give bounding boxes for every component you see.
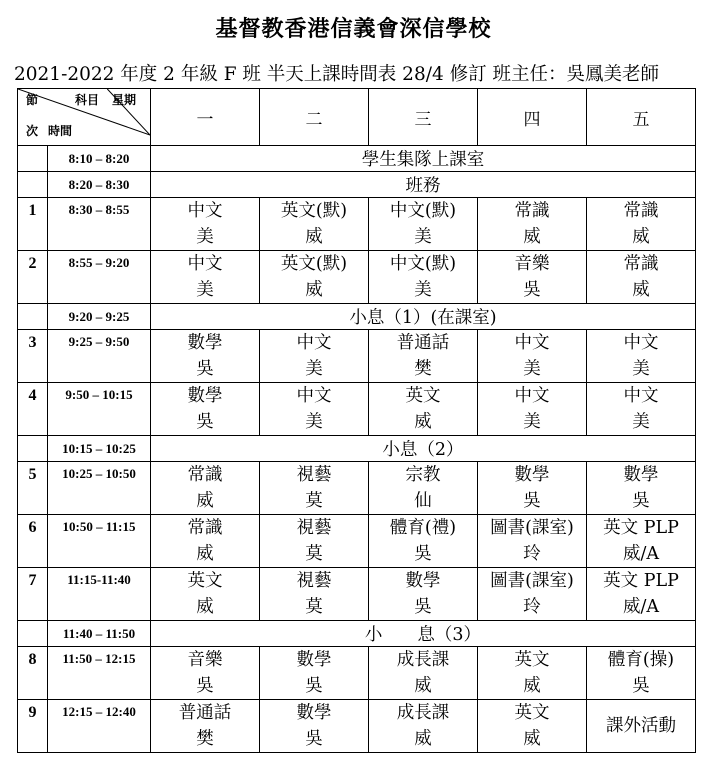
- time-cell: 8:10 – 8:20: [48, 146, 151, 172]
- day-header-fri: 五: [587, 89, 696, 146]
- lesson-row: [18, 700, 696, 753]
- subject-label: 視藝: [296, 571, 332, 591]
- lesson-cell-thu: [478, 462, 587, 515]
- subject-label: 數學: [405, 571, 441, 591]
- lesson-cell-wed: [369, 462, 478, 515]
- teacher-label: 美: [523, 412, 541, 432]
- lesson-cell-wed: [369, 647, 478, 700]
- lesson-cell-mon: [151, 647, 260, 700]
- subject-label: 課外活動: [606, 716, 676, 736]
- lesson-cell-tue: [260, 251, 369, 304]
- lesson-cell-thu: [478, 198, 587, 251]
- time-cell: 10:50 – 11:15: [48, 515, 151, 568]
- teacher-label: 吳: [523, 491, 541, 511]
- subject-header-label: 科目: [75, 93, 100, 107]
- teacher-label: 威: [523, 676, 541, 696]
- lesson-row: [18, 251, 696, 304]
- break-row: [18, 172, 696, 198]
- period-number-cell: 9: [18, 700, 48, 753]
- lesson-cell-fri: [587, 251, 696, 304]
- header-row: [18, 89, 696, 146]
- subject-label: 圖書(課室): [490, 571, 574, 591]
- teacher-label: 威: [632, 227, 650, 247]
- time-cell: 10:25 – 10:50: [48, 462, 151, 515]
- subject-label: 英文 PLP: [603, 571, 679, 591]
- lesson-cell-mon: [151, 700, 260, 753]
- subject-label: 常識: [623, 254, 659, 274]
- period-number-cell: 3: [18, 330, 48, 383]
- lesson-cell-tue: [260, 198, 369, 251]
- subject-label: 英文(默): [280, 254, 348, 274]
- lesson-row: [18, 198, 696, 251]
- teacher-label: 威: [414, 676, 432, 696]
- school-title: 基督教香港信義會深信學校: [215, 16, 492, 42]
- subject-label: 中文: [296, 333, 332, 353]
- lesson-cell-fri: [587, 383, 696, 436]
- lesson-cell-thu: [478, 383, 587, 436]
- subject-label: 音樂: [187, 650, 223, 670]
- lesson-cell-wed: [369, 251, 478, 304]
- lesson-cell-fri: [587, 198, 696, 251]
- lesson-cell-mon: [151, 251, 260, 304]
- break-row: [18, 146, 696, 172]
- teacher-label: 吳: [196, 676, 214, 696]
- lesson-cell-tue: [260, 647, 369, 700]
- lesson-cell-mon: [151, 198, 260, 251]
- period-number-cell: 8: [18, 647, 48, 700]
- lesson-cell-thu: [478, 515, 587, 568]
- teacher-label: 吳: [414, 597, 432, 617]
- lesson-cell-mon: [151, 462, 260, 515]
- lesson-row: [18, 462, 696, 515]
- period-number-cell: 6: [18, 515, 48, 568]
- teacher-label: 莫: [305, 597, 323, 617]
- teacher-label: 吳: [632, 676, 650, 696]
- teacher-label: 莫: [305, 544, 323, 564]
- teacher-label: 美: [196, 280, 214, 300]
- break-activity-cell: 班務: [151, 172, 696, 198]
- time-cell: 11:50 – 12:15: [48, 647, 151, 700]
- lesson-cell-wed: [369, 330, 478, 383]
- period-cell-empty: [18, 436, 48, 462]
- lesson-cell-thu: [478, 647, 587, 700]
- teacher-label: 吳: [632, 491, 650, 511]
- teacher-label: 威: [414, 729, 432, 749]
- teacher-label: 美: [414, 227, 432, 247]
- teacher-label: 美: [196, 227, 214, 247]
- lesson-row: [18, 330, 696, 383]
- break-activity-cell: 小息（2）: [151, 436, 696, 462]
- teacher-label: 美: [305, 412, 323, 432]
- teacher-label: 威: [305, 227, 323, 247]
- teacher-label: 威/A: [622, 544, 660, 564]
- lesson-cell-mon: [151, 568, 260, 621]
- period-number-cell: 7: [18, 568, 48, 621]
- teacher-label: 吳: [196, 359, 214, 379]
- lesson-cell-wed: [369, 383, 478, 436]
- subject-label: 數學: [187, 386, 223, 406]
- subject-label: 成長課: [396, 650, 450, 670]
- subject-label: 英文: [187, 571, 223, 591]
- teacher-label: 威: [196, 491, 214, 511]
- teacher-label: 美: [632, 359, 650, 379]
- subject-label: 中文: [187, 254, 223, 274]
- subject-label: 視藝: [296, 518, 332, 538]
- teacher-label: 玲: [523, 544, 541, 564]
- subject-label: 中文: [514, 333, 550, 353]
- teacher-label: 威: [196, 544, 214, 564]
- subject-label: 圖書(課室): [490, 518, 574, 538]
- time-cell: 12:15 – 12:40: [48, 700, 151, 753]
- teacher-label: 美: [523, 359, 541, 379]
- teacher-label: 美: [414, 280, 432, 300]
- subject-label: 中文: [623, 386, 659, 406]
- time-cell: 8:20 – 8:30: [48, 172, 151, 198]
- period-header-label-top: 節: [26, 93, 39, 107]
- teacher-label: 樊: [196, 729, 214, 749]
- break-row: [18, 436, 696, 462]
- teacher-label: 威: [414, 412, 432, 432]
- lesson-row: [18, 647, 696, 700]
- teacher-label: 美: [305, 359, 323, 379]
- break-activity-cell: 學生集隊上課室: [151, 146, 696, 172]
- time-cell: 9:25 – 9:50: [48, 330, 151, 383]
- teacher-label: 樊: [414, 359, 432, 379]
- lesson-cell-fri: [587, 568, 696, 621]
- teacher-label: 威: [523, 729, 541, 749]
- teacher-label: 吳: [305, 676, 323, 696]
- subject-label: 數學: [514, 465, 550, 485]
- lesson-cell-tue: [260, 462, 369, 515]
- teacher-label: 玲: [523, 597, 541, 617]
- teacher-label: 威: [305, 280, 323, 300]
- day-header-wed: 三: [369, 89, 478, 146]
- lesson-cell-thu: [478, 568, 587, 621]
- lesson-cell-wed: [369, 568, 478, 621]
- time-header-label: 時間: [48, 124, 73, 138]
- time-cell: 11:15-11:40: [48, 568, 151, 621]
- subject-label: 成長課: [396, 703, 450, 723]
- corner-header-cell: [18, 89, 151, 146]
- lesson-cell-wed: [369, 515, 478, 568]
- subject-label: 英文: [514, 703, 550, 723]
- time-cell: 8:30 – 8:55: [48, 198, 151, 251]
- lesson-cell-tue: [260, 700, 369, 753]
- lesson-cell-thu: [478, 700, 587, 753]
- time-cell: 11:40 – 11:50: [48, 621, 151, 647]
- subject-label: 數學: [296, 703, 332, 723]
- time-cell: 9:50 – 10:15: [48, 383, 151, 436]
- lesson-cell-tue: [260, 330, 369, 383]
- subject-label: 常識: [187, 518, 223, 538]
- day-header-thu: 四: [478, 89, 587, 146]
- lesson-cell-fri: [587, 515, 696, 568]
- break-row: [18, 304, 696, 330]
- lesson-cell-fri: [587, 462, 696, 515]
- teacher-label: 美: [632, 412, 650, 432]
- lesson-cell-mon: [151, 330, 260, 383]
- subject-label: 中文: [296, 386, 332, 406]
- period-number-cell: 5: [18, 462, 48, 515]
- subject-label: 普通話: [396, 333, 450, 353]
- lesson-cell-tue: [260, 383, 369, 436]
- lesson-cell-tue: [260, 515, 369, 568]
- subject-label: 宗教: [405, 465, 441, 485]
- lesson-cell-fri: [587, 330, 696, 383]
- subject-label: 數學: [623, 465, 659, 485]
- break-row: [18, 621, 696, 647]
- timetable: [17, 88, 696, 753]
- timetable-subtitle: 2021-2022 年度 2 年級 F 班 半天上課時間表 28/4 修訂 班主任：吳鳳美老師: [14, 64, 659, 85]
- period-number-cell: 2: [18, 251, 48, 304]
- subject-label: 常識: [187, 465, 223, 485]
- weekday-header-label: 星期: [112, 93, 137, 107]
- teacher-label: 威: [523, 227, 541, 247]
- subject-label: 普通話: [178, 703, 232, 723]
- lesson-cell-wed: [369, 700, 478, 753]
- subject-label: 視藝: [296, 465, 332, 485]
- subject-label: 中文: [514, 386, 550, 406]
- subject-label: 數學: [296, 650, 332, 670]
- lesson-cell-mon: [151, 383, 260, 436]
- lesson-cell-mon: [151, 515, 260, 568]
- period-header-label-bottom: 次: [26, 124, 39, 138]
- subject-label: 中文: [623, 333, 659, 353]
- lesson-row: [18, 383, 696, 436]
- subject-label: 中文(默): [389, 201, 457, 221]
- period-cell-empty: [18, 621, 48, 647]
- subject-label: 體育(禮): [389, 518, 457, 538]
- lesson-cell-tue: [260, 568, 369, 621]
- subject-label: 常識: [623, 201, 659, 221]
- lesson-cell-wed: [369, 198, 478, 251]
- teacher-label: 仙: [414, 491, 432, 511]
- teacher-label: 威: [632, 280, 650, 300]
- lesson-cell-fri: [587, 647, 696, 700]
- time-cell: 10:15 – 10:25: [48, 436, 151, 462]
- subject-label: 音樂: [514, 254, 550, 274]
- lesson-row: [18, 515, 696, 568]
- teacher-label: 莫: [305, 491, 323, 511]
- subject-label: 常識: [514, 201, 550, 221]
- subject-label: 英文 PLP: [603, 518, 679, 538]
- day-header-tue: 二: [260, 89, 369, 146]
- period-number-cell: 4: [18, 383, 48, 436]
- subject-label: 數學: [187, 333, 223, 353]
- teacher-label: 威/A: [622, 597, 660, 617]
- period-cell-empty: [18, 172, 48, 198]
- teacher-label: 威: [196, 597, 214, 617]
- period-cell-empty: [18, 146, 48, 172]
- teacher-label: 吳: [414, 544, 432, 564]
- lesson-cell-fri: [587, 700, 696, 753]
- teacher-label: 吳: [196, 412, 214, 432]
- subject-label: 體育(操): [607, 650, 675, 670]
- subject-label: 英文: [514, 650, 550, 670]
- teacher-label: 吳: [523, 280, 541, 300]
- teacher-label: 吳: [305, 729, 323, 749]
- break-activity-cell: 小 息（3）: [151, 621, 696, 647]
- subject-label: 英文(默): [280, 201, 348, 221]
- time-cell: 9:20 – 9:25: [48, 304, 151, 330]
- lesson-cell-thu: [478, 251, 587, 304]
- day-header-mon: 一: [151, 89, 260, 146]
- time-cell: 8:55 – 9:20: [48, 251, 151, 304]
- subject-label: 中文: [187, 201, 223, 221]
- subject-label: 英文: [405, 386, 441, 406]
- lesson-row: [18, 568, 696, 621]
- break-activity-cell: 小息（1）(在課室): [151, 304, 696, 330]
- subject-label: 中文(默): [389, 254, 457, 274]
- period-cell-empty: [18, 304, 48, 330]
- period-number-cell: 1: [18, 198, 48, 251]
- lesson-cell-thu: [478, 330, 587, 383]
